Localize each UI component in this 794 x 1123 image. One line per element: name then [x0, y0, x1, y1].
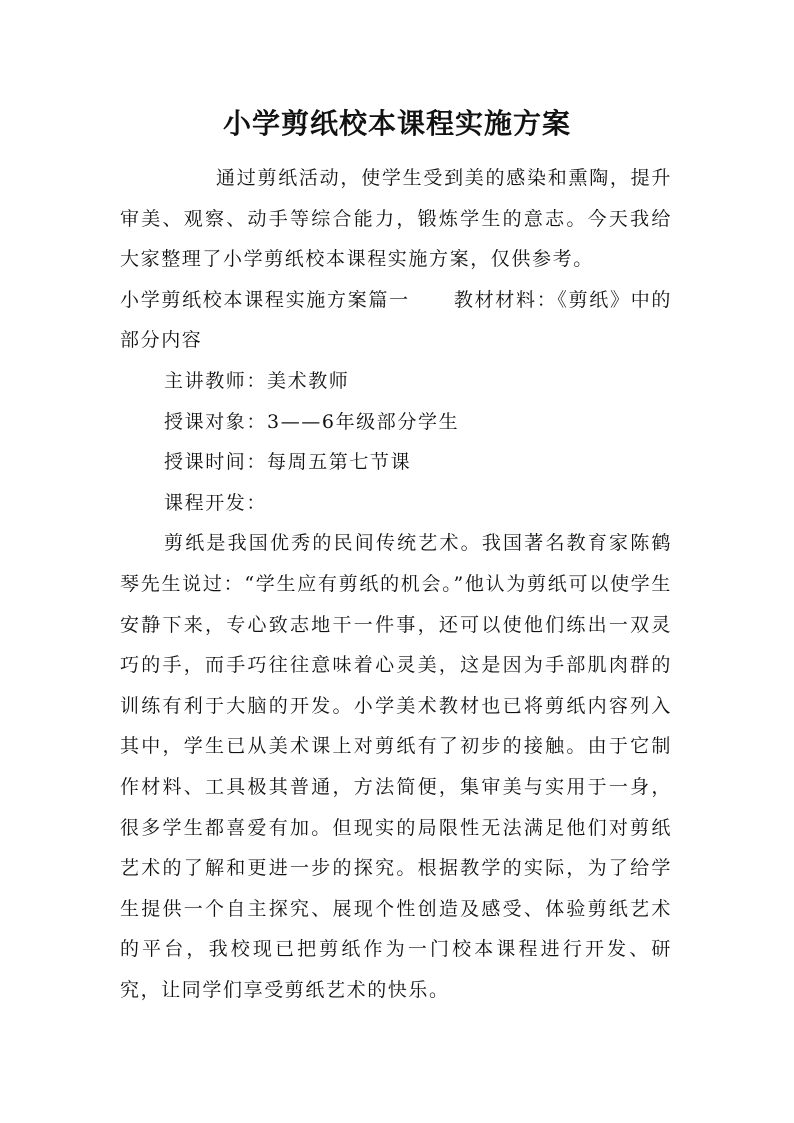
materials-text: 教材材料：《剪纸》中的部分内容	[120, 288, 672, 352]
teacher-line: 主讲教师：美术教师	[164, 369, 350, 392]
audience-line: 授课对象：3——6年级部分学生	[164, 410, 460, 433]
document-body	[120, 158, 672, 1010]
intro-paragraph: 通过剪纸活动，使学生受到美的感染和熏陶，提升审美、观察、动手等综合能力，锻炼学生的意志。今天我给大家整理了小学剪纸校本课程实施方案，仅供参考。	[120, 167, 672, 271]
course-info-paragraph	[120, 280, 672, 361]
development-paragraph: 剪纸是我国优秀的民间传统艺术。我国著名教育家陈鹤琴先生说过：“学生应有剪纸的机会。”他认为剪纸可以使学生安静下来，专心致志地干一件事，还可以使他们练出一双灵巧的手，而手巧往往意味着心灵美，这是因为手部肌肉群的训练有利于大脑的开发。小学美术教材也已将剪纸内容列入其中，学生已从美术课上对剪纸有了初步的接触。由于它制作材料、工具极其普通，方法简便，集审美与实用于一身，很多学生都喜爱有加。但现实的局限性无法满足他们对剪纸艺术的了解和更进一步的探究。根据教学的实际，为了给学生提供一个自主探究、展现个性创造及感受、体验剪纸艺术的平台，我校现已把剪纸作为一门校本课程进行开发、研究，让同学们享受剪纸艺术的快乐。	[120, 532, 672, 1001]
section-heading: 小学剪纸校本课程实施方案篇一	[120, 288, 410, 311]
development-label: 课程开发：	[164, 491, 268, 514]
document-title: 小学剪纸校本课程实施方案	[222, 107, 571, 140]
schedule-line: 授课时间：每周五第七节课	[164, 451, 412, 474]
